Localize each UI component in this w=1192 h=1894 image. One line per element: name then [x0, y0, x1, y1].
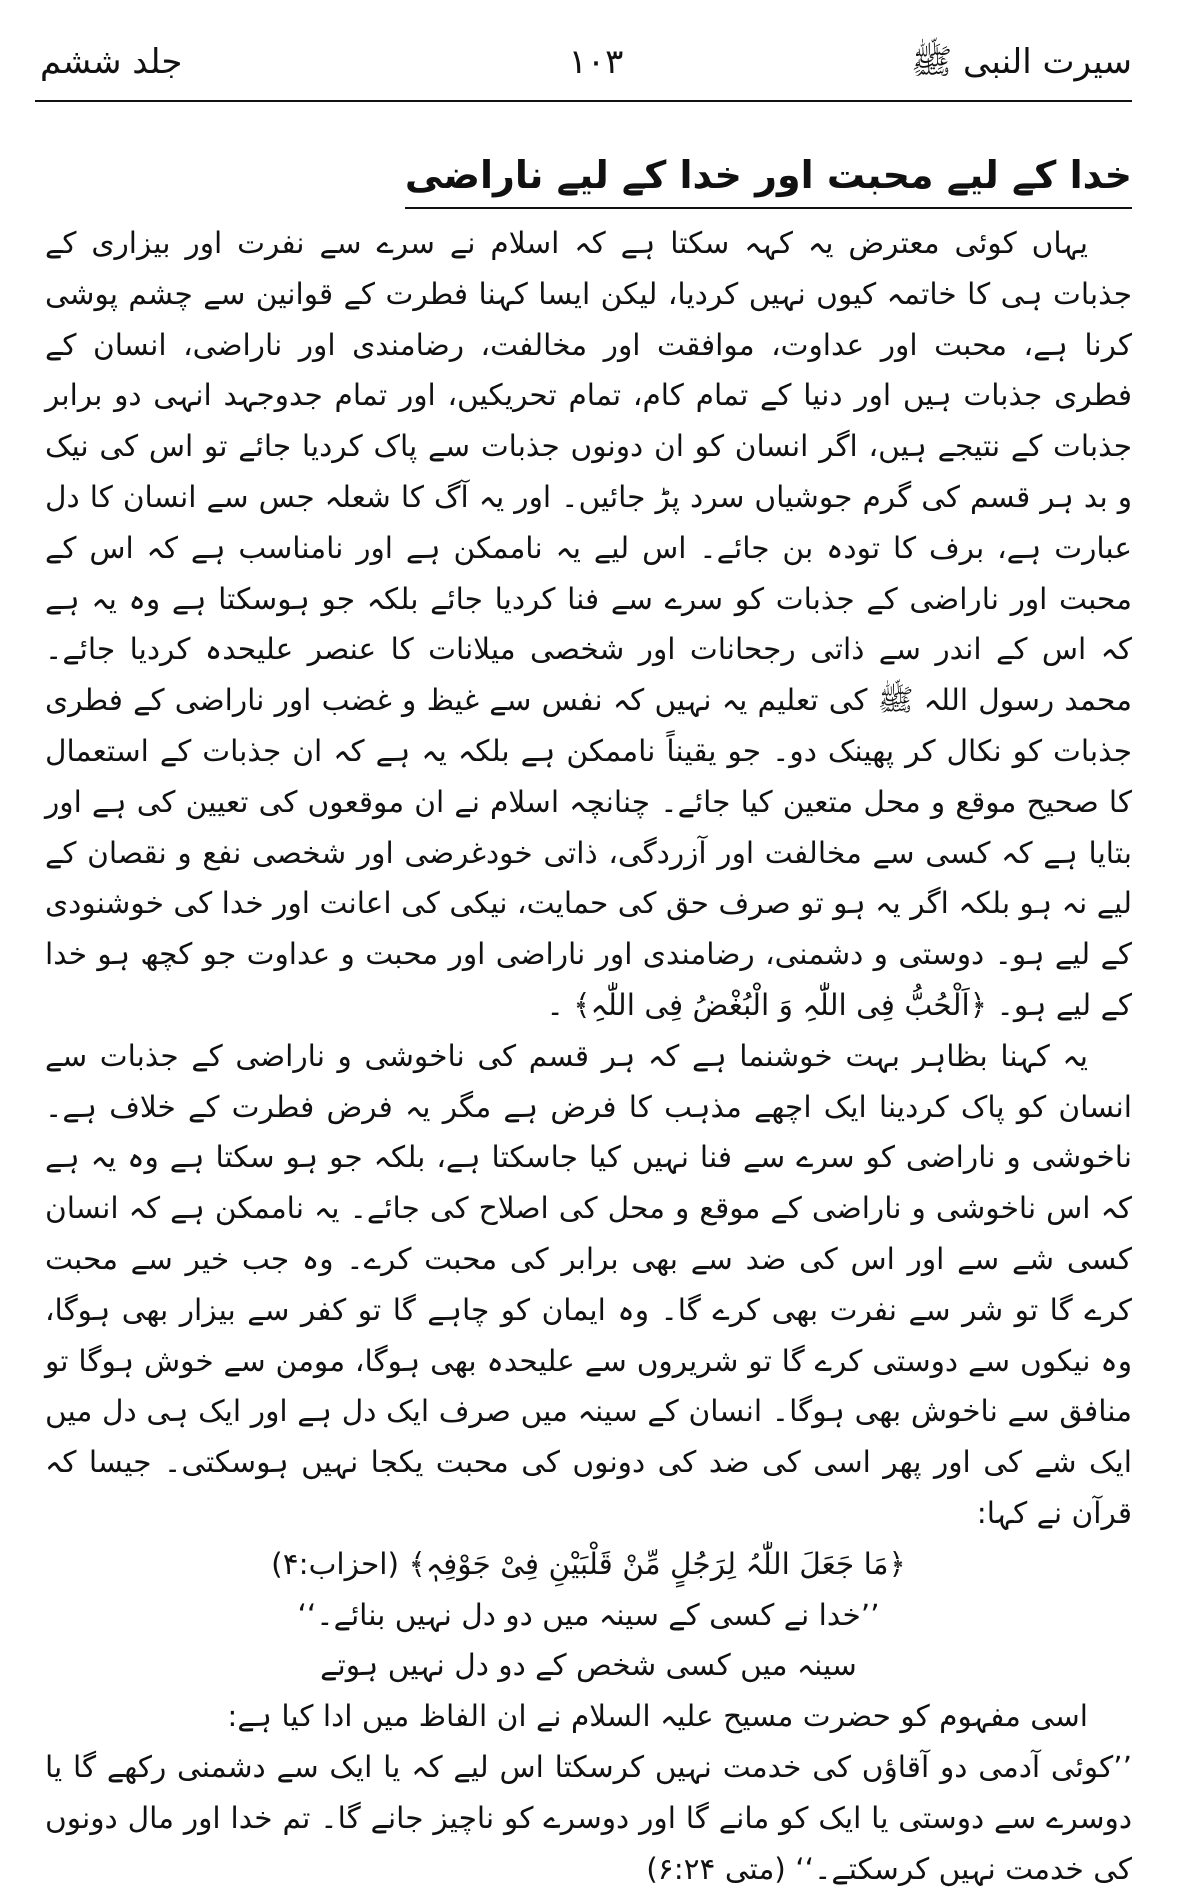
header-rule [35, 100, 1132, 102]
body-text [45, 218, 1132, 1894]
volume-label: جلد ششم [40, 42, 183, 82]
section-heading-wrap [405, 150, 1132, 209]
running-title: سیرت النبی ﷺ [911, 42, 1132, 82]
page-number: ۱۰۳ [568, 42, 624, 82]
translation-line-1: ’’خدا نے کسی کے سینہ میں دو دل نہیں بنائے۔‘‘ [297, 1597, 880, 1632]
paragraph-2: یہ کہنا بظاہر بہت خوشنما ہے کہ ہر قسم کی ناخوشی و ناراضی کے جذبات سے انسان کو پاک کردینا ایک اچھے مذہب کا فرض ہے مگر یہ فرض فطرت کے خلاف ہے۔ ناخوشی و ناراضی کو سرے سے فنا نہیں کیا جاسکتا ہے، بلکہ جو ہو سکتا ہے وہ یہ ہے کہ اس ناخوشی و ناراضی کے موقع و محل کی اصلاح کی جائے۔ یہ ناممکن ہے کہ انسان کسی شے سے اور اس کی ضد سے بھی برابر کی محبت کرے۔ وہ جب خیر سے محبت کرے گا تو شر سے نفرت بھی کرے گا۔ وہ ایمان کو چاہے گا تو کفر سے بیزار بھی ہوگا، وہ نیکوں سے دوستی کرے گا تو شریروں سے علیحدہ بھی ہوگا، مومن سے خوش ہوگا تو منافق سے ناخوش بھی ہوگا۔ انسان کے سینہ میں صرف ایک دل ہے اور ایک ہی دل میں ایک شے کی اور پھر اسی کی ضد کی دونوں کی محبت یکجا نہیں ہوسکتی۔ جیسا کہ قرآن نے کہا: [45, 1038, 1132, 1530]
translation-line-2: سینہ میں کسی شخص کے دو دل نہیں ہوتے [320, 1648, 857, 1683]
section-heading: خدا کے لیے محبت اور خدا کے لیے ناراضی [405, 150, 1132, 209]
gospel-quote: ’’کوئی آدمی دو آقاؤں کی خدمت نہیں کرسکتا اس لیے کہ یا ایک سے دشمنی رکھے گا یا دوسرے سے دوستی یا ایک کو مانے گا اور دوسرے کو ناچیز جانے گا۔ تم خدا اور مال دونوں کی خدمت نہیں کرسکتے۔‘‘ (متی ۶:۲۴) [45, 1749, 1132, 1886]
paragraph-1: یہاں کوئی معترض یہ کہہ سکتا ہے کہ اسلام نے سرے سے نفرت اور بیزاری کے جذبات ہی کا خاتمہ کیوں نہیں کردیا، لیکن ایسا کہنا فطرت کے قوانین سے چشم پوشی کرنا ہے، محبت اور عداوت، موافقت اور مخالفت، رضامندی اور ناراضی، انسان کے فطری جذبات ہیں اور دنیا کے تمام کام، تمام تحریکیں، اور تمام جدوجہد انہی دو برابر جذبات کے نتیجے ہیں، اگر انسان کو ان دونوں جذبات سے پاک کردیا جائے تو اس کی نیک و بد ہر قسم کی گرم جوشیاں سرد پڑ جائیں۔ اور یہ آگ کا شعلہ جس سے انسان کا دل عبارت ہے، برف کا تودہ بن جائے۔ اس لیے یہ ناممکن ہے اور نامناسب ہے کہ اس کے محبت اور ناراضی کے جذبات کو سرے سے فنا کردیا جائے بلکہ جو ہوسکتا ہے وہ یہ ہے کہ اس کے اندر سے ذاتی رجحانات اور شخصی میلانات کا عنصر علیحدہ کردیا جائے۔ محمد رسول اللہ ﷺ کی تعلیم یہ نہیں کہ نفس سے غیظ و غضب اور ناراضی کے فطری جذبات کو نکال کر پھینک دو۔ جو یقیناً ناممکن ہے بلکہ یہ ہے کہ ان جذبات کے استعمال کا صحیح موقع و محل متعین کیا جائے۔ چنانچہ اسلام نے ان موقعوں کی تعیین کی ہے اور بتایا ہے کہ کسی سے مخالفت اور آزردگی، ذاتی خودغرضی اور شخصی نفع و نقصان کے لیے نہ ہو بلکہ اگر یہ ہو تو صرف حق کی حمایت، نیکی کی اعانت اور خدا کی خوشنودی کے لیے ہو۔ دوستی و دشمنی، رضامندی اور ناراضی اور محبت و عداوت جو کچھ ہو خدا کے لیے ہو۔ ﴿اَلْحُبُّ فِی اللّٰہِ وَ الْبُغْضُ فِی اللّٰہِ﴾ ۔ [45, 226, 1132, 1022]
quran-quote: ﴿مَا جَعَلَ اللّٰہُ لِرَجُلٍ مِّنْ قَلْبَیْنِ فِیْ جَوْفِہٖ﴾ (احزاب:۴) [271, 1546, 906, 1581]
intro-line: اسی مفہوم کو حضرت مسیح علیہ السلام نے ان الفاظ میں ادا کیا ہے: [227, 1699, 1088, 1734]
